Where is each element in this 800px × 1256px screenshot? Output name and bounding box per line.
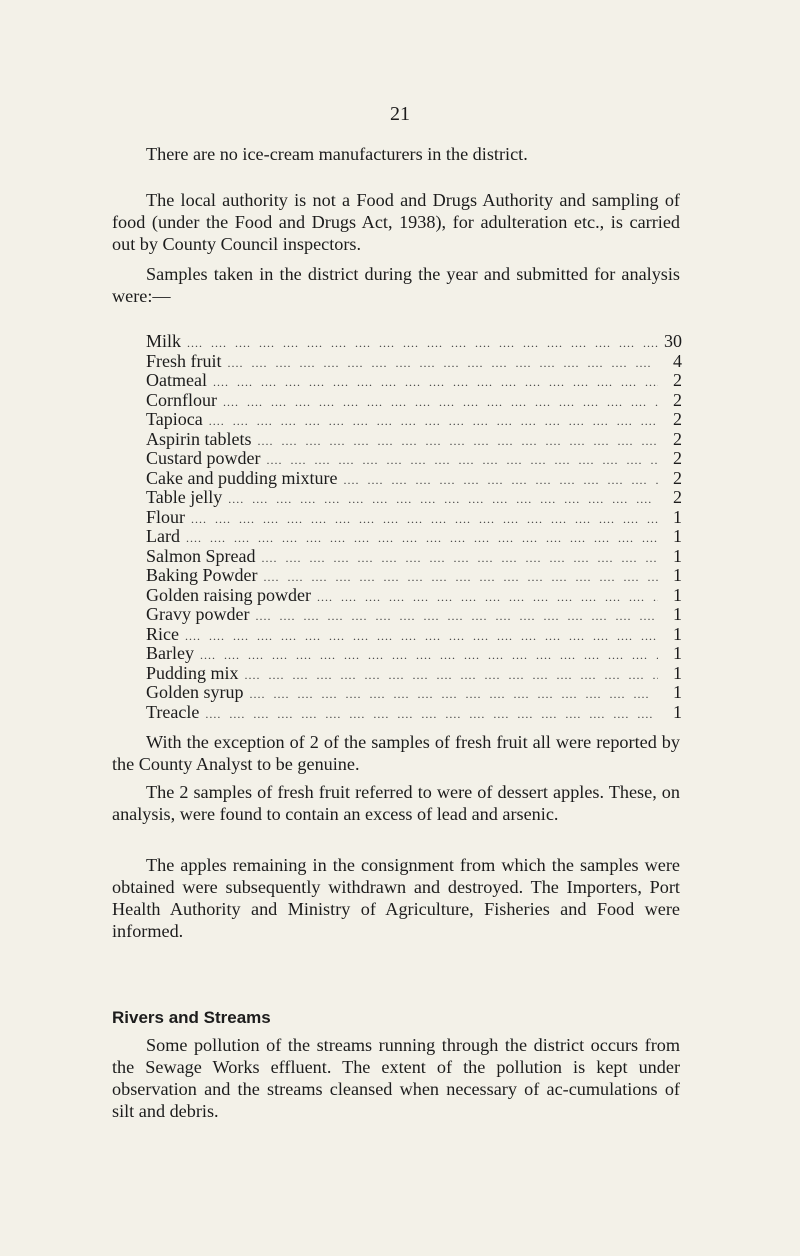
sample-name: Custard powder <box>146 448 261 468</box>
list-item <box>146 527 682 547</box>
leader-dots <box>185 627 658 647</box>
sample-name: Golden syrup <box>146 682 244 702</box>
sample-count: 2 <box>673 370 682 390</box>
sample-count: 2 <box>673 389 682 410</box>
sample-name: Baking Powder <box>146 565 258 585</box>
paragraph-rivers: Some pollution of the streams running through the district occurs from the Sewage Works effluent. The extent of the pollution is kept under observation and the streams cleansed when necessary of ac-cumulations of silt and debris. <box>112 1035 680 1121</box>
paragraph-ice-cream: There are no ice-cream manufacturers in the district. <box>146 144 528 164</box>
list-item <box>146 469 682 489</box>
sample-name: Flour <box>146 506 186 527</box>
list-item <box>146 703 682 723</box>
sample-name: Treacle <box>146 701 200 722</box>
leader-dots <box>205 705 658 725</box>
sample-name: Pudding mix <box>146 662 239 683</box>
list-item <box>146 391 682 411</box>
sample-count: 2 <box>673 487 682 507</box>
sample-name: Golden raising powder <box>146 584 311 605</box>
sample-count: 1 <box>673 682 682 702</box>
sample-count: 1 <box>673 565 682 585</box>
page-number: 21 <box>390 103 410 125</box>
sample-name: Milk <box>146 331 182 351</box>
sample-name: Table jelly <box>146 487 223 507</box>
leader-dots <box>245 666 658 686</box>
leader-dots <box>255 607 658 627</box>
leader-dots <box>213 373 658 393</box>
list-item <box>146 352 682 372</box>
paragraph-apples: The 2 samples of fresh fruit referred to were of dessert apples. These, on analysis, were found to contain an excess of lead and arsenic. <box>112 782 680 824</box>
sample-name: Cake and pudding mixture <box>146 467 338 488</box>
paragraph-samples-intro: Samples taken in the district during the year and submitted for analysis were:— <box>112 264 680 306</box>
sample-name: Gravy powder <box>146 604 250 624</box>
sample-count: 1 <box>673 623 682 644</box>
sample-name: Aspirin tablets <box>146 428 252 449</box>
leader-dots <box>200 646 658 666</box>
list-item <box>146 430 682 450</box>
leader-dots <box>228 490 658 510</box>
list-item <box>146 547 682 567</box>
list-item <box>146 605 682 625</box>
sample-count: 2 <box>673 448 682 468</box>
list-item <box>146 664 682 684</box>
sample-count: 2 <box>673 428 682 449</box>
list-item <box>146 625 682 645</box>
paragraph-consignment: The apples remaining in the consignment from which the samples were obtained were subsequently withdrawn and destroyed. The Importers, Port Health Authority and Ministry of Agriculture, Fisheries and Food were informed. <box>112 855 680 941</box>
leader-dots <box>209 412 658 432</box>
list-item <box>146 332 682 352</box>
sample-name: Barley <box>146 643 194 663</box>
section-heading-rivers: Rivers and Streams <box>112 1008 271 1027</box>
sample-name: Rice <box>146 623 179 644</box>
list-item <box>146 508 682 528</box>
sample-count: 1 <box>673 643 682 663</box>
list-item <box>146 410 682 430</box>
paragraph-authority: The local authority is not a Food and Drugs Authority and sampling of food (under the Food and Drugs Act, 1938), for adulteration etc., is carried out by County Council inspectors. <box>112 190 680 254</box>
leader-dots <box>343 471 658 491</box>
sample-name: Cornflour <box>146 389 217 410</box>
sample-count: 1 <box>673 604 682 624</box>
list-item <box>146 586 682 606</box>
leader-dots <box>262 549 659 569</box>
sample-count: 30 <box>664 331 682 351</box>
sample-count: 2 <box>673 467 682 488</box>
sample-name: Tapioca <box>146 409 203 429</box>
list-item <box>146 449 682 469</box>
sample-count: 1 <box>673 545 682 566</box>
list-item <box>146 644 682 664</box>
leader-dots <box>191 510 658 530</box>
list-item <box>146 371 682 391</box>
sample-count: 1 <box>673 662 682 683</box>
sample-count: 2 <box>673 409 682 429</box>
sample-name: Oatmeal <box>146 370 207 390</box>
leader-dots <box>264 568 659 588</box>
sample-count: 1 <box>673 526 682 546</box>
sample-name: Lard <box>146 526 180 546</box>
list-item <box>146 488 682 508</box>
leader-dots <box>187 334 658 354</box>
list-item <box>146 566 682 586</box>
leader-dots <box>228 354 659 374</box>
leader-dots <box>317 588 658 608</box>
samples-list <box>146 332 682 722</box>
sample-count: 1 <box>673 701 682 722</box>
leader-dots <box>250 685 659 705</box>
sample-name: Fresh fruit <box>146 350 222 371</box>
leader-dots <box>223 393 658 413</box>
paragraph-exception: With the exception of 2 of the samples of fresh fruit all were reported by the County Analyst to be genuine. <box>112 732 680 774</box>
sample-count: 1 <box>673 584 682 605</box>
list-item <box>146 683 682 703</box>
sample-count: 4 <box>673 350 682 371</box>
sample-name: Salmon Spread <box>146 545 256 566</box>
leader-dots <box>258 432 659 452</box>
sample-count: 1 <box>673 506 682 527</box>
